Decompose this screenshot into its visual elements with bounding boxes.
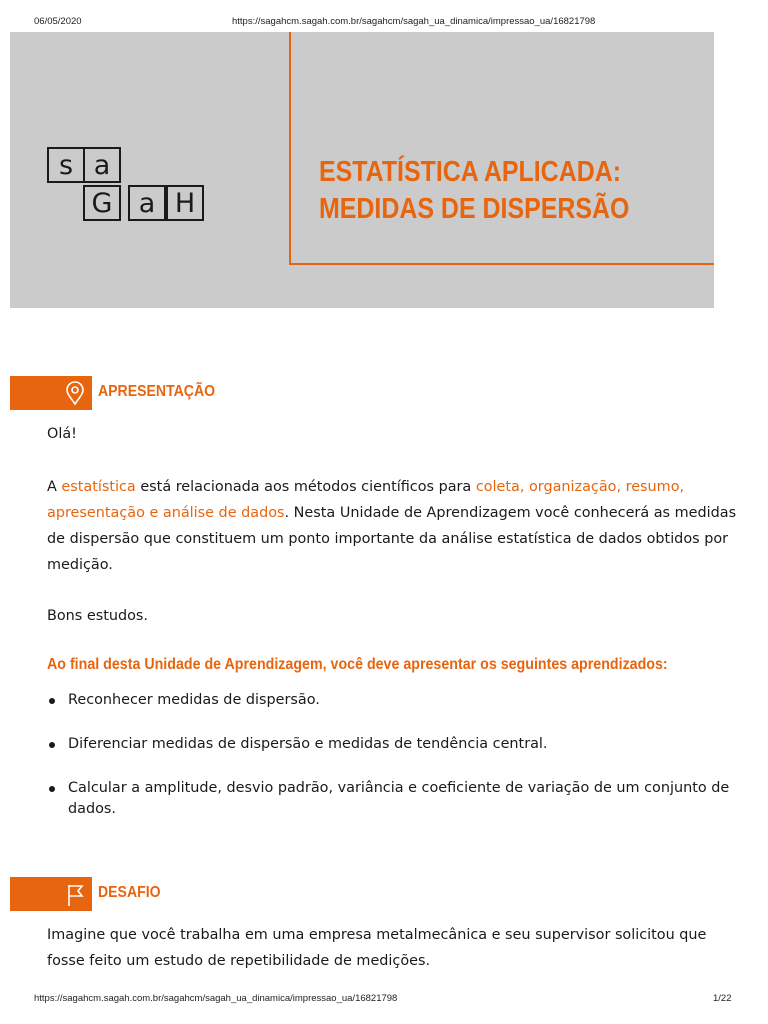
sagah-logo: [47, 147, 205, 223]
banner-divider-vertical: [289, 32, 291, 264]
logo-letter: G: [83, 185, 121, 221]
logo-letter: H: [166, 185, 204, 221]
section-marker-desafio: [10, 877, 92, 911]
logo-letter: s: [47, 147, 85, 183]
title-banner: [10, 32, 714, 308]
closing-text: Bons estudos.: [47, 608, 148, 624]
highlight-methods: coleta, organização, resumo, apresentação e análise de dados: [47, 479, 685, 521]
page-number: 1/22: [713, 993, 732, 1004]
map-pin-icon: [63, 381, 87, 406]
intro-paragraph: A estatística está relacionada aos métodos científicos para coleta, organização, resumo, apresentação e análise de dados. Nesta Unidade de Aprendizagem você conhecerá as medidas de dispersão que constituem um ponto importante da análise estatística de dados obtidos por medição.: [47, 479, 737, 573]
banner-divider-horizontal: [289, 263, 714, 265]
bullet: [49, 698, 55, 704]
section-marker-apresentacao: [10, 376, 92, 410]
print-url-header: https://sagahcm.sagah.com.br/sagahcm/sagah_ua_dinamica/impressao_ua/16821798: [232, 16, 596, 27]
goal-item: Calcular a amplitude, desvio padrão, variância e coeficiente de variação de um conjunto de dados.: [47, 778, 739, 820]
desafio-text: Imagine que você trabalha em uma empresa metalmecânica e seu supervisor solicitou que fosse feito um estudo de repetibilidade de medições.: [47, 927, 707, 969]
goal-item: Reconhecer medidas de dispersão.: [47, 690, 737, 711]
bullet: [49, 786, 55, 792]
logo-letter: a: [128, 185, 166, 221]
logo-letter: a: [83, 147, 121, 183]
title-line-2: MEDIDAS DE DISPERSÃO: [319, 193, 630, 225]
title-line-1: ESTATÍSTICA APLICADA:: [319, 156, 622, 188]
greeting: Olá!: [47, 426, 77, 442]
flag-icon: [63, 882, 87, 908]
bullet: [49, 742, 55, 748]
section-title-desafio: DESAFIO: [98, 884, 161, 901]
print-url-footer: https://sagahcm.sagah.com.br/sagahcm/sagah_ua_dinamica/impressao_ua/16821798: [34, 993, 398, 1004]
print-date: 06/05/2020: [34, 16, 82, 27]
section-title-apresentacao: APRESENTAÇÃO: [98, 383, 216, 400]
page-title: [319, 154, 629, 228]
learning-goals-heading: Ao final desta Unidade de Aprendizagem, você deve apresentar os seguintes aprendizados:: [47, 656, 668, 673]
highlight-estatistica: estatística: [61, 479, 136, 495]
goal-item: Diferenciar medidas de dispersão e medidas de tendência central.: [47, 734, 737, 755]
